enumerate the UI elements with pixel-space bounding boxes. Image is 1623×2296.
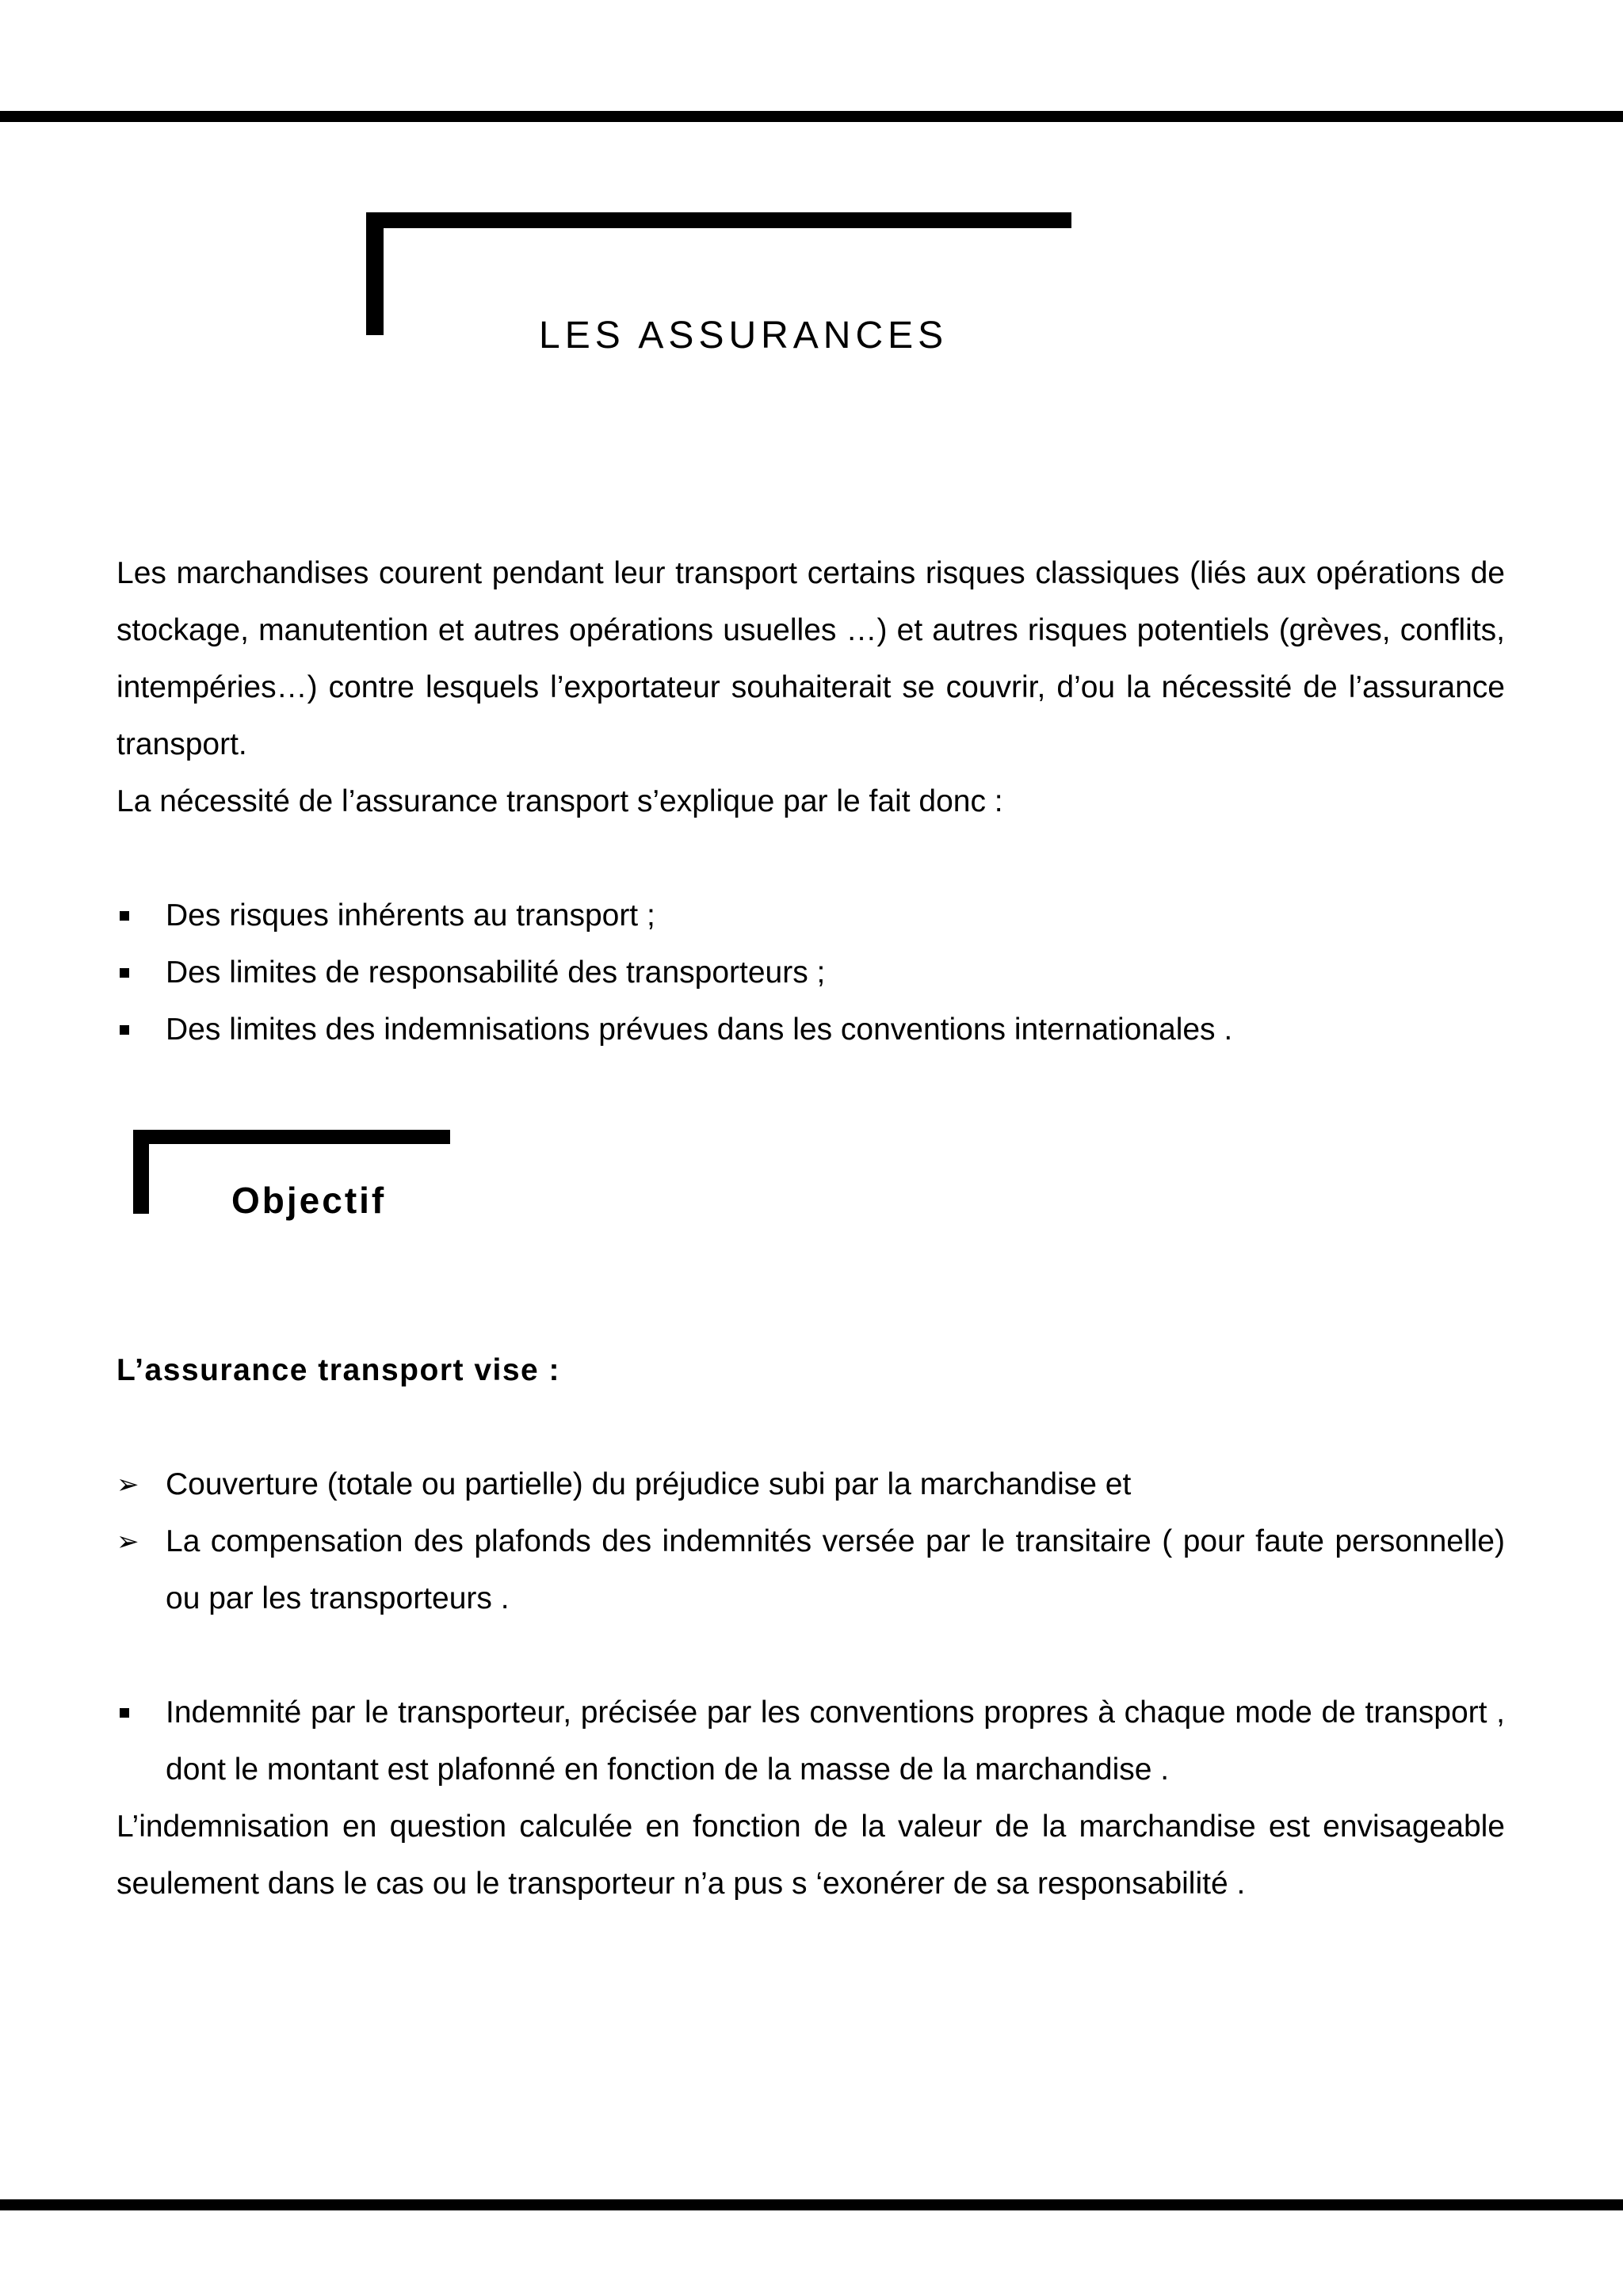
list-item: Indemnité par le transporteur, précisée par les conventions propres à chaque mode de transport , dont le montant est plafonné en fonction de la masse de la marchandise .	[166, 1695, 1505, 1787]
intro-paragraph: Les marchandises courent pendant leur transport certains risques classiques (liés aux opérations de stockage, manutention et autres opérations usuelles …) et autres risques potentiels (grèves, conflits, intempéries…) contre lesquels l’exportateur souhaiterait se couvrir, d’ou la nécessité de l’assurance transport.	[116, 556, 1505, 761]
list-item: ➢ La compensation des plafonds des indemnités versée par le transitaire ( pour faute personnelle) ou par les transporteurs .	[116, 1513, 1505, 1627]
section-block	[116, 1342, 1505, 1913]
bottom-rule	[0, 2199, 1623, 2210]
section-heading: Objectif	[231, 1180, 387, 1221]
arrow-list	[116, 1456, 1505, 1627]
list-item: ➢ Couverture (totale ou partielle) du préjudice subi par la marchandise et	[116, 1456, 1505, 1513]
closing-paragraph: L’indemnisation en question calculée en fonction de la valeur de la marchandise est envisageable seulement dans le cas ou le transporteur n’a pus s ‘exonérer de sa responsabilité .	[116, 1810, 1505, 1901]
section-header-frame	[133, 1130, 450, 1221]
section-lead: L’assurance transport vise :	[116, 1353, 561, 1387]
arrow-bullet-icon: ➢	[116, 1527, 139, 1557]
list-item: Des limites de responsabilité des transporteurs ;	[166, 955, 826, 990]
list-item: Des limites des indemnisations prévues dans les conventions internationales .	[166, 1013, 1233, 1047]
title-frame-top-bar	[366, 212, 1071, 228]
intro-lead: La nécessité de l’assurance transport s’explique par le fait donc :	[116, 784, 1003, 818]
section-frame-top-bar	[133, 1130, 450, 1144]
section-frame-left-bar	[133, 1130, 149, 1214]
intro-bullet-list	[116, 887, 1505, 1058]
arrow-bullet-icon: ➢	[116, 1470, 139, 1500]
list-item: Des risques inhérents au transport ;	[166, 898, 655, 933]
page-title: LES ASSURANCES	[539, 315, 949, 357]
top-rule	[0, 111, 1623, 122]
title-frame	[366, 212, 1071, 357]
title-frame-left-bar	[366, 212, 384, 335]
intro-block	[116, 545, 1505, 1058]
square-list	[116, 1684, 1505, 1798]
